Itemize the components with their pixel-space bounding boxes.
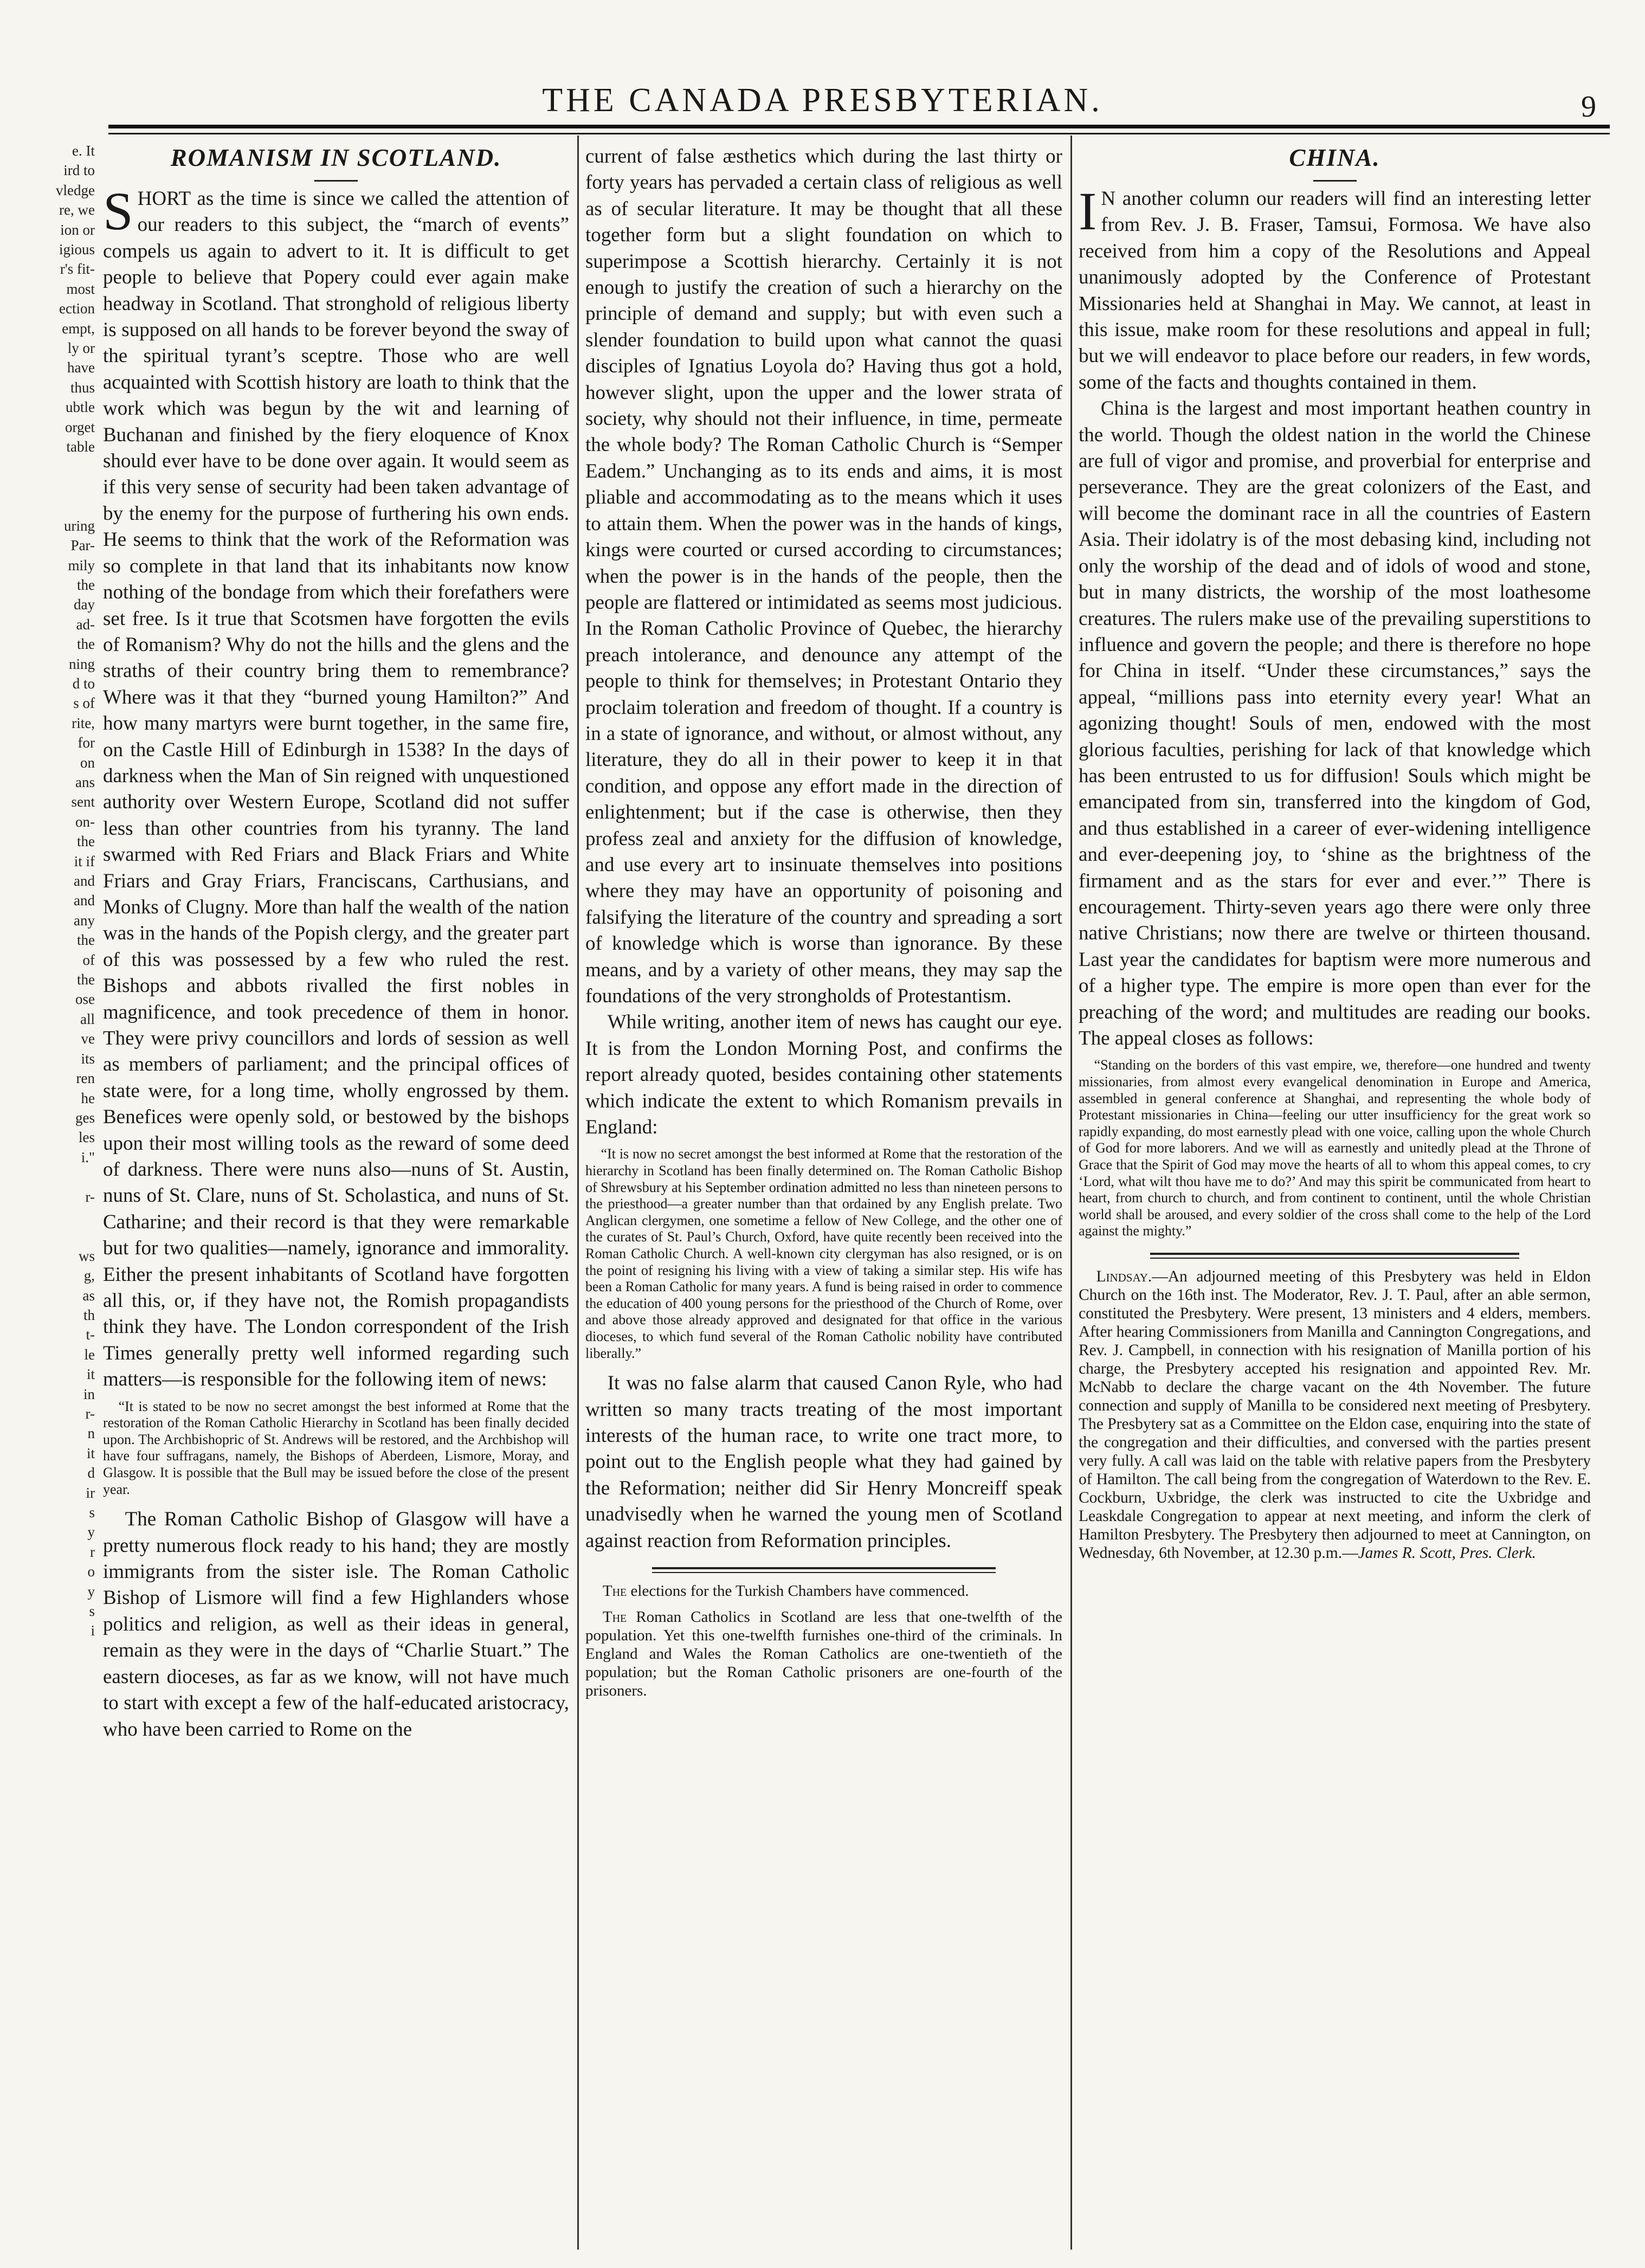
bleed-fragment: the [77,576,95,593]
bleed-fragment: rite, [72,714,95,731]
section-separator [652,1567,996,1573]
bleed-fragment: les [79,1129,95,1146]
bleed-fragment: ose [75,991,95,1008]
article-title-romanism: ROMANISM IN SCOTLAND. [170,144,502,171]
header-rule-heavy [108,125,1610,128]
quoted-item-1: “It is stated to be now no secret amongst the best informed at Rome that the restoration of the Roman Catholic Hierarchy in Scotland has been finally decided upon. The Archbishopric of St. Andrews will be restored, and the Archbishop will have four suffragans, namely, the Bishops of Aberdeen, Lismore, Moray, and Glasgow. It is possible that the Bull may be issued before the close of the present year. [103,1398,569,1497]
bleed-fragment [0,1167,95,1187]
drop-cap: I [1079,181,1097,241]
bleed-fragment: ection [59,300,95,317]
bleed-fragment [0,496,95,516]
bleed-fragment: ion or [60,221,95,238]
bleed-fragment: as [82,1287,95,1304]
bleed-fragment: ird to [63,162,95,179]
bleed-fragment: thus [70,379,95,396]
bleed-fragment: i." [81,1149,95,1165]
bleed-fragment: it [86,1445,95,1461]
bleed-fragment: have [67,359,95,376]
bleed-fragment: and [74,892,95,909]
bleed-fragment: ir [86,1484,95,1501]
bleed-fragment: and [74,873,95,890]
bleed-fragment: ve [81,1030,95,1047]
previous-page-bleed [0,141,95,2255]
lindsay-presbytery-report: Lindsay.—An adjourned meeting of this Presbytery was held in Eldon Church on the 16th inst. The Moderator, Rev. J. T. Paul, after an able sermon, constituted the Presbytery. Were present, 13 ministers and 4 elders, members. After hearing Commissioners from Manilla and Cannington Congregations, and Rev. J. Campbell, in connection with his resignation of Manilla portion of his charge, the Presbytery accepted his resignation and appointed Rev. Mr. McNabb to declare the charge vacant on the 4th November. The future connection and supply of Manilla to be considered next meeting of Presbytery. The Presbytery sat as a Committee on the Eldon case, enquiring into the state of the congregation and their difficulties, and conversed with the parties present very fully. A call was laid on the table with relative papers from the Presbytery of Hamilton. The call being from the congregation of Waterdown to the Rev. E. Cockburn, Uxbridge, the clerk was instructed to cite the Uxbridge and Leaskdale Congregation to appear at next meeting, and inform the clerk of Hamilton Presbytery. The Presbytery then adjourned to meet at Cannington, on Wednesday, 6th November, at 12.30 p.m.—James R. Scott, Pres. Clerk. [1079,1267,1591,1562]
column-right [1079,144,1591,2258]
romanism-paragraph-1 [103,181,569,1393]
news-note-turkish-chambers: The elections for the Turkish Chambers have commenced. [602,1582,969,1600]
bleed-fragment: day [74,596,95,613]
drop-cap: S [103,181,133,241]
bleed-fragment: ans [75,774,95,790]
bleed-fragment: the [77,833,95,850]
bleed-fragment: r's fit- [60,261,95,278]
masthead-title: THE CANADA PRESBYTERIAN. [542,82,1103,119]
quoted-item-2: “It is now no secret amongst the best informed at Rome that the restoration of the hierarchy in Scotland has been finally determined on. The Roman Catholic Bishop of Shrewsbury at his September ordination admitted no less than nineteen persons to the priesthood—a greater number than that ordained by any English prelate. Two Anglican clergymen, one sometime a fellow of New College, and the other one of the curates of St. Paul’s Church, Oxford, have quite recently been received into the Roman Catholic Church. A well-known city clergyman has also resigned, or is on the point of resigning his living with a view of taking a similar step. His wife has been a Roman Catholic for many years. A fund is being raised in order to commence the education of 400 young persons for the priesthood of the Church of Rome, over and above those already approved and designated for that office in the various dioceses, to which fund several of the Roman Catholic nobility have contributed liberally.” [585,1146,1062,1361]
bleed-fragment: r- [85,1188,95,1205]
clerk-signature: James R. Scott, Pres. Clerk. [1358,1544,1536,1562]
bleed-fragment: of [82,951,95,968]
column-left [103,144,569,2258]
bleed-fragment: s [89,1603,95,1620]
bleed-fragment: r- [85,1406,95,1422]
bleed-fragment: empt, [62,320,95,337]
bleed-fragment: ning [68,655,95,672]
china-appeal-quote: “Standing on the borders of this vast empire, we, therefore—one hundred and twenty missionaries, from almost every evangelical denomination in Europe and America, assembled in general conference at Shanghai, and representing the whole body of Protestant missionaries in China—feeling our utter insufficiency for the great work so rapidly expanding, do most earnestly plead with one voice, calling upon the whole Church of God for more laborers. And we will as earnestly and unitedly plead at the Throne of Grace that the Spirit of God may move the hearts of all to whom this appeal comes, to cry ‘Lord, what wilt thou have me to do?’ And may this spirit be communicated from heart to heart, from church to church, and from continent to continent, until the whole Christian world shall be aroused, and every soldier of the cross shall come to the help of the Lord against the mighty.” [1079,1057,1591,1239]
bleed-fragment: s [89,1504,95,1521]
bleed-fragment: re, we [59,202,95,218]
bleed-fragment: the [77,971,95,988]
bleed-fragment: ges [75,1109,95,1126]
bleed-fragment [0,476,95,496]
bleed-fragment: o [87,1563,95,1580]
column-rule [1070,136,1072,2250]
bleed-fragment: d to [72,675,95,692]
bleed-fragment: i [91,1622,95,1639]
bleed-fragment: le [84,1346,95,1363]
header-rule-light [108,133,1610,134]
china-paragraph-1: I N another column our readers will find an interesting letter from Rev. J. B. Fraser, Tamsui, Formosa. We have also received from him a copy of the Resolutions and Appeal unanimously adopted by the Conference of Protestant Missionaries held at Shanghai in May. We cannot, at least in this issue, make room for these resolutions and appeal in full; but we will endeavor to place before our readers, in few words, some of the facts and thoughts contained in them. [1079,181,1591,394]
romanism-body [103,181,569,1393]
bleed-fragment [0,1207,95,1226]
bleed-fragment: on- [75,813,95,830]
section-separator [1150,1253,1519,1259]
bleed-fragment: most [66,280,95,297]
romanism-paragraph-4: While writing, another item of news has caught our eye. It is from the London Morning Post, and confirms the report already quoted, besides containing other statements which indicate the extent to which Romanism prevails in England: [585,1011,1062,1139]
bleed-fragment: on [80,754,95,771]
title-rule [1313,180,1357,182]
bleed-fragment: t- [86,1326,95,1343]
bleed-fragment: ren [76,1070,95,1087]
bleed-fragment: uring [64,517,95,534]
bleed-fragment: r [90,1543,95,1560]
bleed-fragment: Par- [70,537,95,554]
bleed-fragment: d [87,1465,95,1481]
romanism-paragraph-5: It was no false alarm that caused Canon Ryle, who had written so many tracts treating of the most important interests of the human race, to write one tract more, to point out to the English people what they had gained by the Reformation; neither did Sir Henry Moncreiff speak unadvisedly when he warned the young men of Scotland against reaction from Reformation principles. [585,1372,1062,1552]
bleed-fragment: s of [73,695,95,712]
article-title-china: CHINA. [1289,144,1380,171]
bleed-fragment: ubtle [66,399,95,416]
bleed-fragment: th [83,1306,95,1323]
china-paragraph-2: China is the largest and most important heathen country in the world. Though the oldest nation in the world the Chinese are full of vigor and promise, and proverbial for enterprise and perseverance. They are the great colonizers of the East, and will become the dominant race in all the countries of Eastern Asia. Their idolatry is of the most debasing kind, including not only the worship of the dead and of idols of wood and stone, but in many districts, the worship of the most loathesome creatures. The rulers make use of the prevailing superstitions to influence and govern the people; and there is therefore no hope for China in itself. “Under these circumstances,” says the appeal, “millions pass into eternity every year! What an agonizing thought! Souls of men, endowed with the most glorious faculties, perishing for lack of that knowledge which has been entrusted to us for diffusion! Souls which might be emancipated from sin, transferred into the kingdom of God, and thus established in a career of ever-widening intelligence and ever-deepening joy, to ‘shine as the brightness of the firmament and as the stars for ever and ever.’” There is encouragement. Thirty-seven years ago there were only three native Christians; now there are twelve or thirteen thousand. Last year the candidates for baptism were more numerous and of a higher type. The empire is more open than ever for the preaching of the word; and multitudes are reading our books. The appeal closes as follows: [1079,397,1591,1049]
bleed-fragment: sent [71,794,95,810]
bleed-fragment: g, [83,1267,95,1284]
news-note-roman-catholics: The Roman Catholics in Scotland are less that one-twelfth of the population. Yet this one-twelfth furnishes one-third of the criminals. In England and Wales the Roman Catholics are one-twentieth of the population; but the Roman Catholic prisoners are one-fourth of the prisoners. [585,1608,1062,1699]
romanism-paragraph-2: The Roman Catholic Bishop of Glasgow will have a pretty numerous flock ready to his hand; they are mostly immigrants from the sister isle. The Roman Catholic Bishop of Lismore will find a few Highlanders whose politics and religion, as well as their ideas in general, remain as they were in the days of “Charlie Stuart.” The eastern dioceses, as far as we know, will not have much to start with except a few of the half-educated aristocracy, who have been carried to Rome on the [103,1508,569,1741]
bleed-fragment: in [83,1386,95,1402]
bleed-fragment [0,457,95,476]
column-middle [585,144,1062,2258]
bleed-fragment: y [87,1583,95,1600]
bleed-fragment: all [80,1010,95,1027]
bleed-fragment: he [81,1090,95,1106]
bleed-fragment: it [86,1366,95,1383]
bleed-fragment: mily [68,557,95,574]
bleed-fragment: n [87,1425,95,1442]
bleed-fragment: the [77,636,95,653]
bleed-fragment: igious [59,241,95,258]
bleed-fragment: orget [65,418,95,435]
romanism-paragraph-3: current of false æsthetics which during the last thirty or forty years has pervaded a certain class of religious as well as of secular literature. It may be thought that all these together form but a slight foundation on which to superimpose a Scottish hierarchy. Certainly it is not enough to justify the creation of such a hierarchy on the principle of demand and supply; but with even such a slender foundation to build upon what cannot the quasi disciples of Ignatius Loyola do? Having thus got a hold, however slight, upon the upper and the lower strata of society, why should not their influence, in time, permeate the whole body? The Roman Catholic Church is “Semper Eadem.” Unchanging as to its ends and aims, it is most pliable and accommodating as to the means which it uses to attain them. When the power was in the hands of kings, kings were courted or cursed according to circumstances; when the power is in the hands of the people, then the people are flattered or intimidated as seems most judicious. In the Roman Catholic Province of Quebec, the hierarchy preach intolerance, and denounce any attempt of the people to think for themselves; in Protestant Ontario they proclaim toleration and freedom of thought. If a country is in a state of ignorance, and without, or almost without, any literature, they do all in their power to keep it in that condition, and oppose any effort made in the direction of enlightenment; but if the case is otherwise, then they profess zeal and anxiety for the diffusion of knowledge, and use every art to insinuate themselves into positions where they may have an opportunity of poisoning and falsifying the literature of the country and spreading a sort of knowledge which is worse than ignorance. By these means, and by a variety of other means, they may sap the foundations of the very strongholds of Protestantism. [585,145,1062,1007]
column-rule [577,136,579,2250]
bleed-fragment: any [74,912,95,929]
china-body [1079,181,1591,1052]
bleed-fragment: for [78,734,95,751]
bleed-fragment: ly or [67,340,95,357]
bleed-fragment: table [66,439,95,455]
bleed-fragment: it if [74,853,95,869]
bleed-fragment: ad- [76,616,95,633]
bleed-fragment: y [87,1524,95,1541]
bleed-fragment: its [81,1050,95,1067]
bleed-fragment: vledge [56,182,95,198]
bleed-fragment: ws [78,1247,95,1264]
title-rule [314,180,358,182]
page-number: 9 [1581,90,1596,124]
romanism-paragraph-1-text: HORT as the time is since we called the attention of our readers to this subject, the “march of events” compels us again to advert to it. It is difficult to get people to believe that Popery could ever again make headway in Scotland. That stronghold of religious liberty is supposed on all hands to be forever beyond the sway of the spiritual tyrant’s sceptre. Those who are well acquainted with Scottish history are loath to think that the work which was begun by the wit and learning of Buchanan and finished by the fiery eloquence of Knox should ever have to be done over again. It would seem as if this very sense of security had been taken advantage of by the enemy for the purpose of furthering his own ends. He seems to think that the work of the Reformation was so complete in that land that its inhabitants now know nothing of the bondage from which their forefathers were set free. Is it true that Scotsmen have forgotten the evils of Romanism? Why do not the hills and the glens and the straths of their country bring them to remembrance? Where was it that they “burned young Hamilton?” And how many martyrs were burnt together, in the same fire, on the Castle Hill of Edinburgh in 1538? In the days of darkness when the Man of Sin reigned with unquestioned authority over Western Europe, Scotland did not suffer less than other countries from his tyranny. The land swarmed with Red Friars and Black Friars and White Friars and Gray Friars, Franciscans, Carthusians, and Monks of Clugny. More than half the wealth of the nation was in the hands of the Popish clergy, and the greater part of this was possessed by a few who ruled the rest. Bishops and abbots rivalled the first nobles in magnificence, and took precedence of them in honor. They were privy councillors and lords of session as well as members of parliament; and the principal offices of state were, for a long time, wholly engrossed by them. Benefices were openly sold, or bestowed by the bishops upon their most willing tools as the reward of some deed of darkness. There were nuns also—nuns of St. Austin, nuns of St. Clare, nuns of St. Scholastica, and nuns of St. Catharine; and their record is that they were remarkable but for two qualities—namely, ignorance and immorality. Either the present inhabitants of Scotland have forgotten all this, or, if they have not, the Romish propagandists think they have. The London correspondent of the Irish Times generally pretty well informed regarding such matters—is responsible for the following item of news: [103,188,569,1391]
bleed-fragment: the [77,932,95,949]
bleed-fragment [0,1226,95,1246]
bleed-fragment: e. It [72,143,95,159]
